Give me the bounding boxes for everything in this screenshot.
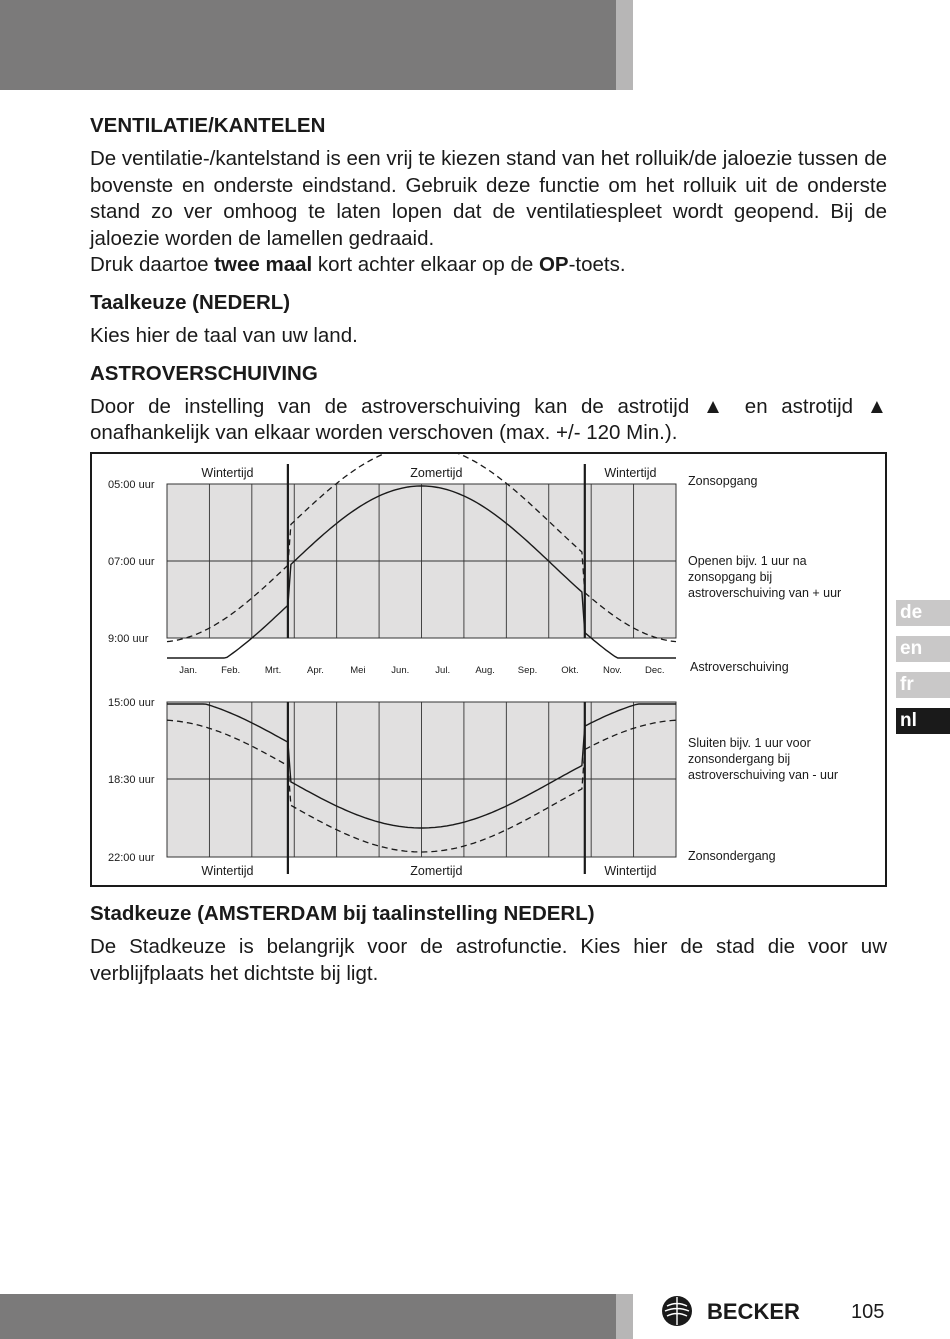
heading-stadkeuze: Stadkeuze (AMSTERDAM bij taalinstelling NEDERL): [90, 902, 595, 925]
month-label: Aug.: [475, 665, 495, 676]
month-label: Jul.: [435, 665, 451, 676]
season-label-top-middle: Zomertijd: [410, 466, 463, 480]
bottom-y-tick-label: 18:30 uur: [108, 774, 155, 786]
ventilatie-paragraph: De ventilatie-/kantelstand is een vrij te kiezen stand van het rolluik/de jaloezie tussen de bovenste en onderste eindstand. Gebruik deze functie om het rolluik uit de onderste stand zo ver omhoog te laten lopen dat de ventilatiespleet wordt geopend. Bij de jaloezie worden de lamellen gedraaid.: [90, 147, 887, 250]
top-y-tick-label: 9:00 uur: [108, 633, 149, 645]
main-content: [90, 112, 887, 457]
label-zonsondergang: Zonsondergang: [688, 849, 776, 863]
bottom-y-tick-label: 22:00 uur: [108, 852, 155, 864]
instruction-text-3: -toets.: [568, 253, 626, 277]
month-label: Jan.: [179, 665, 198, 676]
language-tab-nl[interactable]: nl: [896, 708, 950, 734]
month-label: Mrt.: [264, 665, 282, 676]
stadkeuze-section: [90, 900, 887, 997]
season-label-top-left: Wintertijd: [201, 466, 254, 480]
heading-ventilatie: VENTILATIE/KANTELEN: [90, 114, 326, 137]
season-label-bottom-left: Wintertijd: [201, 864, 254, 878]
label-openen-line: Openen bijv. 1 uur na: [688, 554, 807, 568]
season-label-top-right: Wintertijd: [604, 466, 657, 480]
label-zonsopgang: Zonsopgang: [688, 474, 758, 488]
astro-text: Door de instelling van de astroverschuiving kan de astrotijd ▲ en astrotijd ▲ onafhankelijk van elkaar worden verschoven (max. +/- 120 Min.).: [90, 394, 887, 445]
footer-band: [0, 1294, 616, 1339]
bottom-y-tick-label: 15:00 uur: [108, 697, 155, 709]
taalkeuze-text: Kies hier de taal van uw land.: [90, 323, 358, 347]
instruction-text-2: kort achter elkaar op de: [312, 253, 539, 277]
header-band: [0, 0, 616, 90]
month-label: Jun.: [391, 665, 410, 676]
label-openen-line: astroverschuiving van + uur: [688, 586, 842, 600]
season-label-bottom-right: Wintertijd: [604, 864, 657, 878]
language-tab-fr[interactable]: fr: [896, 672, 950, 698]
header-band-edge: [616, 0, 633, 90]
footer-band-edge: [616, 1294, 633, 1339]
heading-astroverschuiving: ASTROVERSCHUIVING: [90, 361, 318, 385]
month-label: Apr.: [307, 665, 324, 676]
month-label: Okt.: [561, 665, 579, 676]
ventilatie-instruction: [90, 252, 887, 279]
label-sluiten-line: zonsondergang bij: [688, 752, 791, 766]
label-sluiten-line: astroverschuiving van - uur: [688, 768, 839, 782]
becker-logo-svg: [660, 1294, 810, 1334]
becker-logo: [660, 1294, 810, 1339]
language-tab-de[interactable]: de: [896, 600, 950, 626]
page-number: 105: [851, 1301, 885, 1323]
language-tab-en[interactable]: en: [896, 636, 950, 662]
season-label-bottom-middle: Zomertijd: [410, 864, 463, 878]
instruction-bold-twee-maal: twee maal: [214, 253, 313, 277]
month-label: Feb.: [221, 665, 241, 676]
month-label: Mei: [350, 665, 366, 676]
month-label: Dec.: [645, 665, 665, 676]
becker-brand-text: BECKER: [707, 1299, 800, 1324]
astro-chart-svg: [90, 452, 887, 887]
label-openen-line: zonsopgang bij: [688, 570, 773, 584]
instruction-text-1: Druk daartoe: [90, 253, 215, 277]
astro-chart: [90, 452, 887, 887]
stadkeuze-text: De Stadkeuze is belangrijk voor de astrofunctie. Kies hier de stad die voor uw verblijfplaats het dichtste bij ligt.: [90, 935, 887, 985]
language-tabs: [896, 600, 950, 744]
month-label: Sep.: [517, 665, 538, 676]
month-label: Nov.: [602, 665, 622, 676]
top-y-tick-label: 07:00 uur: [108, 556, 155, 568]
instruction-bold-op: OP: [538, 253, 569, 277]
label-sluiten-line: Sluiten bijv. 1 uur voor: [688, 736, 811, 750]
label-astroverschuiving: Astroverschuiving: [690, 660, 789, 674]
top-y-tick-label: 05:00 uur: [108, 479, 155, 491]
heading-taalkeuze: Taalkeuze (NEDERL): [90, 290, 291, 314]
